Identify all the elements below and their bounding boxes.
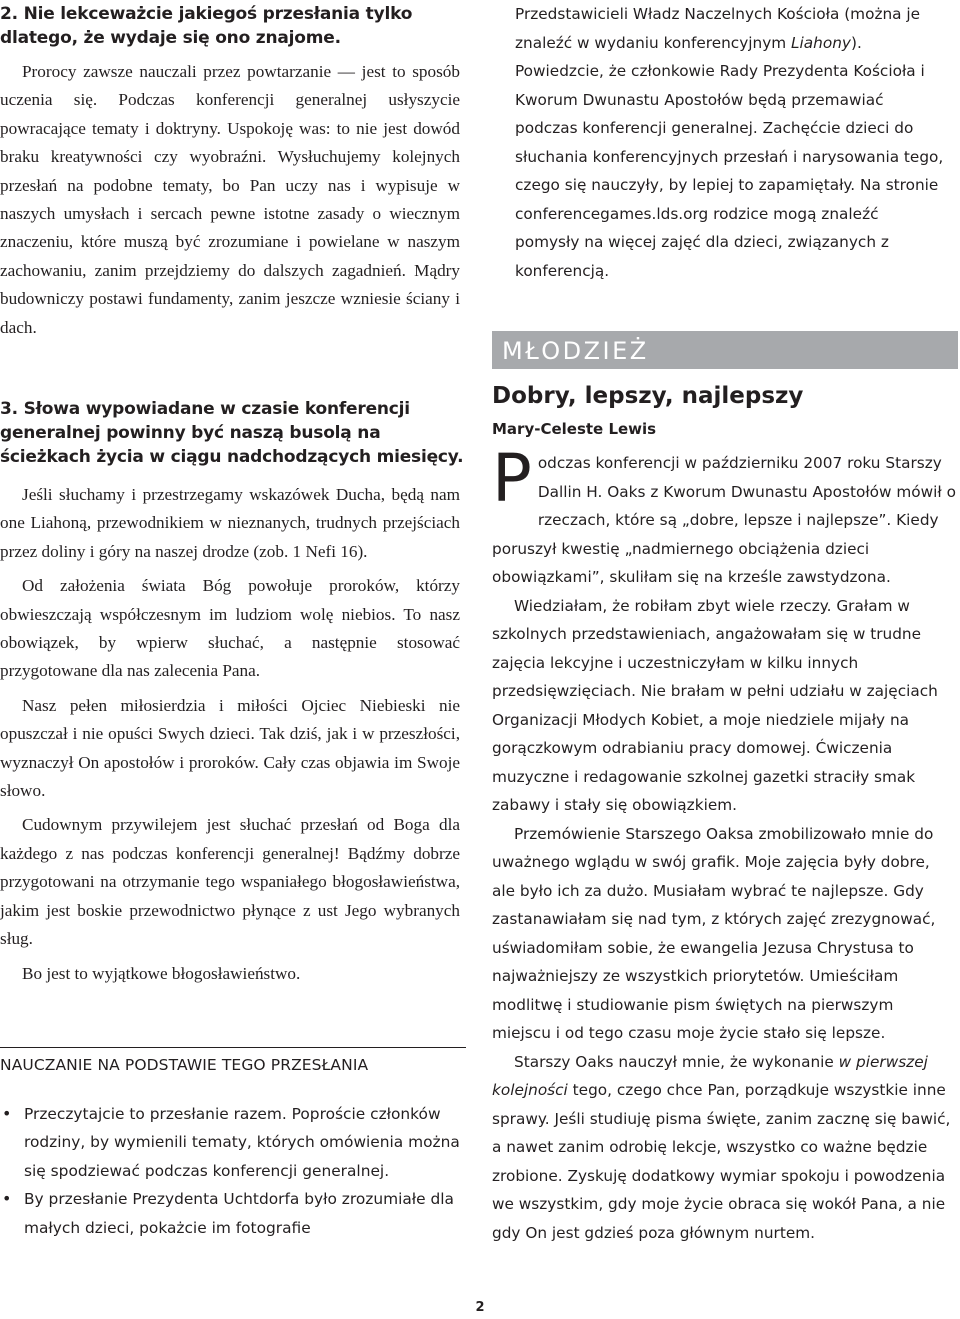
- list-item: [0, 1185, 460, 1242]
- section-3-heading: 3. Słowa wypowiadane w czasie konferencji generalnej powinny być naszą busolą na ścieżkach życia w ciągu nadchodzących miesięcy.: [0, 399, 464, 467]
- bullet-icon: •: [2, 1104, 12, 1123]
- section-2-body: [0, 58, 460, 342]
- section-2-paragraph: Prorocy zawsze nauczali przez powtarzanie — jest to sposób uczenia się. Podczas konferencji generalnej usłyszycie powracające tematy i doktryny. Uspokoję was: to nie jest dowód braku kreatywności czy wyobraźni. Wysłuchujemy kolejnych przesłań na podobne tematy, bo Pan uczy nas i wypisuje w naszych umysłach i sercach pewne istotne zasady o wiecznym znaczeniu, które muszą być zrozumiane i powielane w naszym zachowaniu, zanim przejdziemy do dalszych zagadnień. Mądry budowniczy postawi fundamenty, zanim jeszcze wzniesie ściany i dach.: [0, 62, 460, 337]
- article-title: Dobry, lepszy, najlepszy: [492, 383, 804, 409]
- text-run: ). Powiedzcie, że członkowie Rady Prezydenta Kościoła i Kworum Dwunastu Apostołów będą przemawiać podczas konferencji generalnej. Zachęćcie dzieci do słuchania konferencyjnych przesłań i narysowania tego, czego się nauczyły, by lepiej to zapamiętały. Na stronie conferencegames.lds.org rodzice mogą znaleźć pomysły na więcej zajęć dla dzieci, związanych z konferencją.: [515, 33, 944, 280]
- page-number: 2: [475, 1300, 485, 1315]
- section-3-paragraph: Jeśli słuchamy i przestrzegamy wskazówek Ducha, będą nam one Liahoną, przewodnikiem w nieznanych, trudnych przejściach przez doliny i góry na naszej drodze (zob. 1 Nefi 16).: [0, 485, 460, 561]
- article-paragraph: [492, 440, 956, 592]
- list-item: [0, 1100, 460, 1185]
- youth-section-band: MŁODZIEŻ: [492, 331, 958, 369]
- text-run-italic: w pierwszej kolejności: [492, 1052, 928, 1099]
- section-3-paragraph: Cudownym przywilejem jest słuchać przesłań od Boga dla każdego z nas podczas konferencji generalnej! Bądźmy dobrze przygotowani na otrzymanie tego wspaniałego błogosławieństwa, jakim jest boskie przewodnictwo płynące z ust Jego wybranych sług.: [0, 815, 460, 949]
- article-body: [492, 440, 956, 1247]
- section-2-heading: 2. Nie lekceważcie jakiegoś przesłania tylko dlatego, że wydaje się ono znajome.: [0, 4, 413, 48]
- text-run: odczas konferencji w październiku 2007 roku Starszy Dallin H. Oaks z Kworum Dwunastu Apostołów mówił o rzeczach, które są „dobre, lepsze i najlepsze”. Kiedy poruszył kwestię „nadmiernego obciążenia dzieci obowiązkami”, skuliłam się na krześle zawstydzona.: [492, 454, 956, 586]
- teaching-list: [0, 1100, 460, 1242]
- text-run: tego, czego chce Pan, porządkuje wszystkie inne sprawy. Jeśli studiuję pisma święte, zanim zacznę się bawić, a nawet zanim odrobię lekcje, wszystko co ważne będzie zrobione. Zyskuję dodatkowy wymiar spokoju i powodzenia we wszystkim, gdy moje życie obraca się wokół Pana, a nie gdy On jest gdzieś poza głównym nurtem.: [492, 1081, 951, 1242]
- teaching-title: NAUCZANIE NA PODSTAWIE TEGO PRZESŁANIA: [0, 1056, 369, 1074]
- drop-cap: P: [492, 440, 532, 517]
- section-3-body: [0, 481, 460, 988]
- text-run: Starszy Oaks nauczył mnie, że wykonanie: [514, 1052, 839, 1071]
- text-run: Przedstawicieli Władz Naczelnych Kościoła (można je znaleźć w wydaniu konferencyjnym: [515, 5, 921, 52]
- article-paragraph: Wiedziałam, że robiłam zbyt wiele rzeczy. Grałam w szkolnych przedstawieniach, angażowałam się w trudne zajęcia lekcyjne i uczestniczyłam w kilku innych przedsięwzięciach. Nie brałam w pełni udziału w zajęciach Organizacji Młodych Kobiet, a moje niedziele mijały na gorączkowym odrabianiu pracy domowej. Ćwiczenia muzyczne i redagowanie szkolnej gazetki straciły smak zabawy i stały się obowiązkiem.: [492, 596, 938, 814]
- teaching-divider: [0, 1047, 466, 1048]
- section-3-paragraph: Nasz pełen miłosierdzia i miłości Ojciec Niebieski nie opuszczał i nie opuści Swych dzieci. Tak dziś, jak i w przeszłości, wyznaczył On apostołów i proroków. Cały czas objawia im Swoje słowo.: [0, 695, 460, 801]
- article-author: Mary-Celeste Lewis: [492, 420, 657, 438]
- text-run-italic: Liahony: [791, 33, 851, 52]
- bullet-icon: •: [2, 1189, 12, 1209]
- article-paragraph: [492, 1048, 956, 1248]
- teaching-continued-paragraph: [515, 0, 945, 285]
- article-paragraph: Przemówienie Starszego Oaksa zmobilizowało mnie do uważnego wglądu w swój grafik. Moje zajęcia były dobre, ale było ich za dużo. Musiałam wybrać te najlepsze. Gdy zastanawiałam się nad tym, z których zajęć zrezygnować, uświadomiłam sobie, że ewangelia Jezusa Chrystusa to najważniejszy ze wszystkich priorytetów. Umieściłam modlitwę i studiowanie pism świętych na pierwszym miejscu i od tego czasu moje życie stało się lepsze.: [492, 824, 936, 1042]
- section-3-paragraph: Od założenia świata Bóg powołuje proroków, którzy obwieszczają współczesnym im ludziom wolę niebios. To nasz obowiązek, by wpierw słuchać, a następnie stosować przygotowane dla nas zalecenia Pana.: [0, 576, 460, 681]
- section-3-paragraph: Bo jest to wyjątkowe błogosławieństwo.: [22, 963, 301, 983]
- list-item-text: Przeczytajcie to przesłanie razem. Poproście członków rodziny, by wymienili tematy, których omówienia można się spodziewać podczas konferencji generalnej.: [24, 1105, 460, 1180]
- list-item-text: By przesłanie Prezydenta Uchtdorfa było zrozumiałe dla małych dzieci, pokażcie im fotografie: [24, 1190, 454, 1237]
